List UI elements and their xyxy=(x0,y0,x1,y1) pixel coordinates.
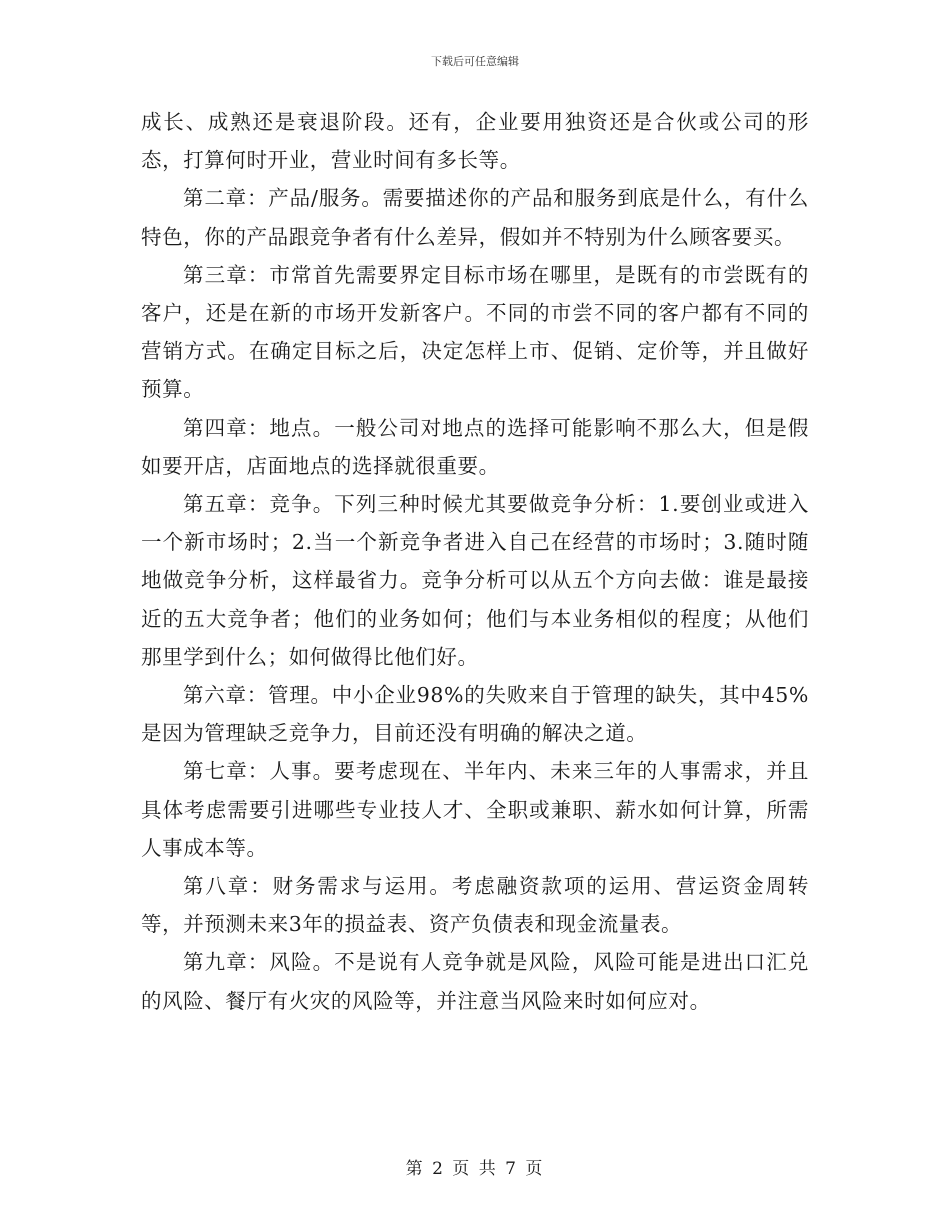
paragraph-chapter-7: 第七章：人事。要考虑现在、半年内、未来三年的人事需求，并且具体考虑需要引进哪些专业技人才、全职或兼职、薪水如何计算，所需人事成本等。 xyxy=(141,759,809,860)
paragraph-chapter-4: 第四章：地点。一般公司对地点的选择可能影响不那么大，但是假如要开店，店面地点的选择就很重要。 xyxy=(141,415,809,478)
paragraph-chapter-3: 第三章：市常首先需要界定目标市场在哪里，是既有的市尝既有的客户，还是在新的市场开发新客户。不同的市尝不同的客户都有不同的营销方式。在确定目标之后，决定怎样上市、促销、定价等，并且做好预算。 xyxy=(141,262,809,402)
page-header: 下载后可任意编辑 xyxy=(431,55,519,68)
paragraph-chapter-6: 第六章：管理。中小企业98%的失败来自于管理的缺失，其中45%是因为管理缺乏竞争力，目前还没有明确的解决之道。 xyxy=(141,683,809,746)
paragraph-chapter-8: 第八章：财务需求与运用。考虑融资款项的运用、营运资金周转等，并预测未来3年的损益表、资产负债表和现金流量表。 xyxy=(141,874,809,937)
document-body xyxy=(141,103,809,1020)
paragraph-chapter-2: 第二章：产品/服务。需要描述你的产品和服务到底是什么，有什么特色，你的产品跟竞争者有什么差异，假如并不特别为什么顾客要买。 xyxy=(141,186,809,249)
paragraph-continuation: 成长、成熟还是衰退阶段。还有，企业要用独资还是合伙或公司的形态，打算何时开业，营业时间有多长等。 xyxy=(141,110,809,173)
page-footer-indicator: 第 2 页 共 7 页 xyxy=(405,1159,545,1179)
paragraph-chapter-5: 第五章：竞争。下列三种时候尤其要做竞争分析：1.要创业或进入一个新市场时；2.当一个新竞争者进入自己在经营的市场时；3.随时随地做竞争分析，这样最省力。竞争分析可以从五个方向去做：谁是最接近的五大竞争者；他们的业务如何；他们与本业务相似的程度；从他们那里学到什么；如何做得比他们好。 xyxy=(141,492,809,669)
paragraph-chapter-9: 第九章：风险。不是说有人竞争就是风险，风险可能是进出口汇兑的风险、餐厅有火灾的风险等，并注意当风险来时如何应对。 xyxy=(141,950,809,1013)
